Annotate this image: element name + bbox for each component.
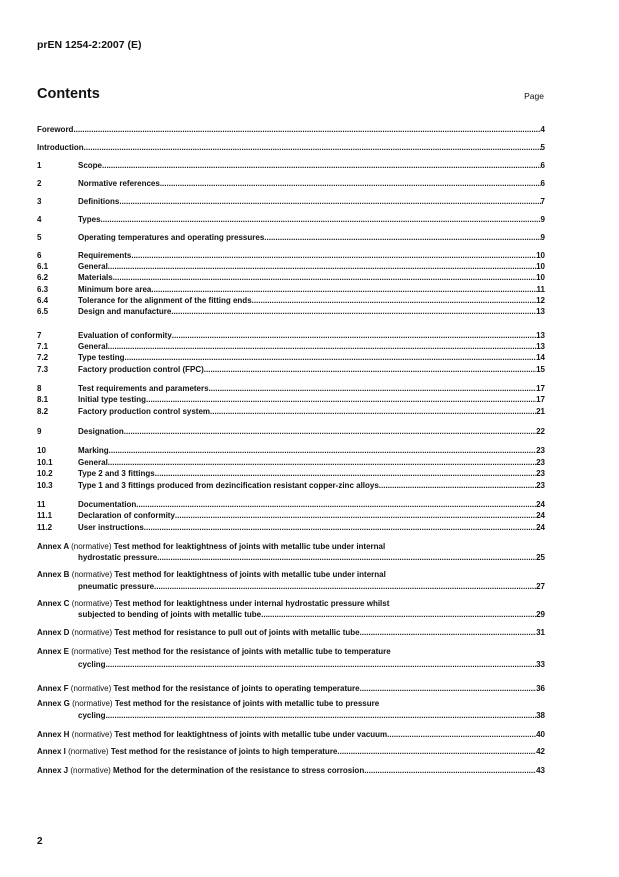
dot-leader [131,250,536,261]
section-title: Type testing [78,353,125,362]
annex-title-line1: Test method for the resistance of joints with metallic tube to pressure [114,699,380,708]
page-ref: 17 [536,395,545,404]
annex-entry[interactable] [37,598,545,609]
toc-entry[interactable] [37,457,545,468]
annex-title-line1: Test method for the resistance of joints with metallic tube to temperature [113,647,391,656]
section-number: 11.2 [37,523,53,532]
annex-entry-continuation[interactable] [78,552,545,563]
section-number: 6.2 [37,273,49,282]
annex-title-line1: Test method for the resistance of joints to high temperature [110,747,338,756]
section-number: 3 [37,197,42,206]
toc-entry[interactable] [37,214,545,225]
dot-leader [73,124,540,135]
section-number: 4 [37,215,42,224]
section-number: 9 [37,427,42,436]
page-number: 2 [37,836,43,847]
dot-leader [108,341,536,352]
section-title: General [78,342,108,351]
annex-entry[interactable] [37,627,545,638]
annex-entry-continuation[interactable] [78,609,545,620]
section-title: Requirements [78,251,132,260]
page-ref: 21 [536,407,545,416]
dot-leader [172,330,536,341]
annex-title-line2: cycling [78,711,106,720]
toc-entry[interactable] [37,196,545,207]
toc-entry[interactable] [37,383,545,394]
toc-entry[interactable] [37,510,545,521]
toc-entry[interactable] [37,394,545,405]
dot-leader [124,426,536,437]
section-title: Foreword [37,125,74,134]
toc-entry[interactable] [37,406,545,417]
page-ref: 22 [536,427,545,436]
annex-entry[interactable] [37,646,545,657]
page-ref: 12 [536,296,545,305]
page-title: Contents [37,86,100,102]
annex-title [37,646,391,657]
annex-kind: (normative) [70,766,111,775]
section-number: 8.1 [37,395,49,404]
dot-leader [136,499,536,510]
dot-leader [261,609,536,620]
dot-leader [379,480,536,491]
page-ref: 23 [536,481,545,490]
toc-entry[interactable] [37,250,545,261]
dot-leader [106,710,537,721]
page-ref: 13 [536,342,545,351]
annex-title [37,598,389,609]
page-ref: 40 [536,730,545,739]
section-number: 2 [37,179,42,188]
section-title: Documentation [78,500,137,509]
section-title: Introduction [37,143,84,152]
dot-leader [101,214,541,225]
annex-title-line1: Test method for the resistance of joints to operating temperature [113,684,360,693]
section-number: 1 [37,161,42,170]
toc-entry[interactable] [37,426,545,437]
dot-leader [360,627,537,638]
annex-entry-continuation[interactable] [78,581,545,592]
section-number: 7 [37,331,42,340]
toc-entry[interactable] [37,522,545,533]
page-ref: 23 [536,469,545,478]
dot-leader [204,364,536,375]
page-ref: 6 [540,179,545,188]
dot-leader [154,581,536,592]
dot-leader [171,306,536,317]
toc-entry[interactable] [37,499,545,510]
section-number: 7.3 [37,365,49,374]
page-column-label: Page [524,91,544,101]
annex-title [37,698,379,709]
page-ref: 13 [536,331,545,340]
page-ref: 6 [540,161,545,170]
dot-leader [146,394,536,405]
annex-kind: (normative) [71,647,112,656]
dot-leader [160,178,541,189]
dot-leader [337,746,536,757]
dot-leader [157,552,536,563]
section-title: General [78,262,108,271]
page-ref: 10 [536,251,545,260]
toc-entry[interactable] [37,352,545,363]
dot-leader [106,659,537,670]
annex-title-line1: Test method for resistance to pull out of joints with metallic tube [114,628,360,637]
annex-entry-continuation[interactable] [78,710,545,721]
annex-name: Annex G [37,699,70,708]
toc-entry[interactable] [37,306,545,317]
annex-name: Annex H [37,730,70,739]
section-number: 6.4 [37,296,49,305]
toc-entry[interactable] [37,272,545,283]
annex-kind: (normative) [68,747,109,756]
annex-title-line2: cycling [78,660,106,669]
dot-leader [102,160,541,171]
section-title: Tolerance for the alignment of the fitting ends [78,296,252,305]
annex-title [37,683,360,694]
dot-leader [210,406,536,417]
section-number: 10.3 [37,481,53,490]
section-title: Evaluation of conformity [78,331,172,340]
annex-title [37,569,386,580]
annex-title-line2: pneumatic pressure [78,582,155,591]
page-ref: 33 [536,660,545,669]
dot-leader [108,261,536,272]
annex-name: Annex J [37,766,69,775]
dot-leader [109,445,536,456]
page-ref: 25 [536,553,545,562]
dot-leader [264,232,540,243]
page-ref: 29 [536,610,545,619]
dot-leader [113,272,536,283]
toc-entry[interactable] [37,160,545,171]
page-ref: 36 [536,684,545,693]
toc-entry[interactable] [37,341,545,352]
section-title: Type 1 and 3 fittings produced from dezincification resistant copper-zinc alloys [78,481,379,490]
annex-entry[interactable] [37,683,545,694]
page-ref: 14 [536,353,545,362]
section-title: Scope [78,161,103,170]
page-ref: 11 [536,285,545,294]
page-ref: 4 [540,125,545,134]
dot-leader [84,142,541,153]
toc-entry[interactable] [37,124,545,135]
section-number: 11 [37,500,46,509]
toc-entry[interactable] [37,261,545,272]
annex-title-line1: Test method for leaktightness of joints with metallic tube under vacuum [114,730,388,739]
dot-leader [119,196,540,207]
annex-entry[interactable] [37,746,545,757]
page-ref: 10 [536,262,545,271]
page-ref: 23 [536,446,545,455]
section-title: Materials [78,273,113,282]
annex-title-line1: Method for the determination of the resistance to stress corrosion [113,766,365,775]
document-header: prEN 1254-2:2007 (E) [37,39,142,51]
toc-entry[interactable] [37,142,545,153]
dot-leader [108,457,536,468]
page-ref: 10 [536,273,545,282]
annex-title-line1: Test method for leaktightness of joints with metallic tube under internal [113,542,386,551]
section-title: Operating temperatures and operating pressures [78,233,265,242]
annex-kind: (normative) [71,730,113,739]
page-ref: 15 [536,365,545,374]
toc-entry[interactable] [37,284,545,295]
section-number: 10.1 [37,458,53,467]
annex-title-line1: Test method for leaktightness of joints with metallic tube under internal [114,570,386,579]
annex-name: Annex F [37,684,69,693]
section-number: 8.2 [37,407,49,416]
section-number: 5 [37,233,42,242]
annex-kind: (normative) [72,699,113,708]
annex-kind: (normative) [71,570,113,579]
page-ref: 24 [536,511,545,520]
page-ref: 27 [536,582,545,591]
toc-entry[interactable] [37,232,545,243]
annex-name: Annex C [37,599,70,608]
page-ref: 9 [540,233,545,242]
section-title: Designation [78,427,124,436]
page-ref: 38 [536,711,545,720]
annex-entry[interactable] [37,729,545,740]
page-ref: 17 [536,384,545,393]
annex-title-line2: subjected to bending of joints with metallic tube [78,610,262,619]
section-title: Test requirements and parameters [78,384,209,393]
annex-entry[interactable] [37,541,545,552]
section-number: 10.2 [37,469,53,478]
section-number: 7.2 [37,353,49,362]
dot-leader [360,683,537,694]
annex-name: Annex D [37,628,70,637]
annex-title [37,729,387,740]
dot-leader [209,383,537,394]
page-ref: 23 [536,458,545,467]
dot-leader [144,522,536,533]
section-title: Design and manufacture [78,307,172,316]
toc-entry[interactable] [37,445,545,456]
toc-entry[interactable] [37,468,545,479]
section-number: 8 [37,384,42,393]
section-title: User instructions [78,523,144,532]
annex-entry[interactable] [37,765,545,776]
section-number: 6 [37,251,42,260]
section-title: General [78,458,108,467]
annex-entry-continuation[interactable] [78,659,545,670]
section-title: Factory production control (FPC) [78,365,204,374]
dot-leader [175,510,536,521]
annex-name: Annex B [37,570,70,579]
page-ref: 5 [540,143,545,152]
section-title: Minimum bore area [78,285,152,294]
section-number: 11.1 [37,511,53,520]
annex-title [37,746,337,757]
dot-leader [155,468,536,479]
page-ref: 43 [536,766,545,775]
annex-kind: (normative) [70,684,112,693]
annex-entry[interactable] [37,569,545,580]
section-number: 6.3 [37,285,49,294]
annex-kind: (normative) [71,542,112,551]
dot-leader [125,352,537,363]
section-title: Initial type testing [78,395,147,404]
section-number: 6.1 [37,262,49,271]
section-title: Definitions [78,197,120,206]
page-ref: 13 [536,307,545,316]
toc-entry[interactable] [37,178,545,189]
annex-name: Annex A [37,542,69,551]
toc-entry[interactable] [37,330,545,341]
section-title: Marking [78,446,109,455]
dot-leader [387,729,536,740]
annex-name: Annex I [37,747,66,756]
section-title: Type 2 and 3 fittings [78,469,155,478]
page-ref: 24 [536,500,545,509]
section-title: Factory production control system [78,407,211,416]
section-title: Declaration of conformity [78,511,175,520]
section-title: Normative references [78,179,160,188]
page-ref: 31 [536,628,545,637]
annex-kind: (normative) [71,628,113,637]
annex-kind: (normative) [71,599,113,608]
toc-entry[interactable] [37,364,545,375]
annex-title-line2: hydrostatic pressure [78,553,158,562]
annex-name: Annex E [37,647,70,656]
section-number: 10 [37,446,46,455]
section-number: 7.1 [37,342,49,351]
dot-leader [364,765,536,776]
page-ref: 42 [536,747,545,756]
page-ref: 24 [536,523,545,532]
section-title: Types [78,215,101,224]
page-ref: 9 [540,215,545,224]
page-ref: 7 [540,197,545,206]
annex-title [37,765,364,776]
annex-title [37,541,385,552]
section-number: 6.5 [37,307,49,316]
annex-title [37,627,360,638]
toc-entry[interactable] [37,480,545,491]
dot-leader [151,284,536,295]
annex-title-line1: Test method for leaktightness under internal hydrostatic pressure whilst [114,599,390,608]
dot-leader [252,295,536,306]
toc-entry[interactable] [37,295,545,306]
annex-entry[interactable] [37,698,545,709]
